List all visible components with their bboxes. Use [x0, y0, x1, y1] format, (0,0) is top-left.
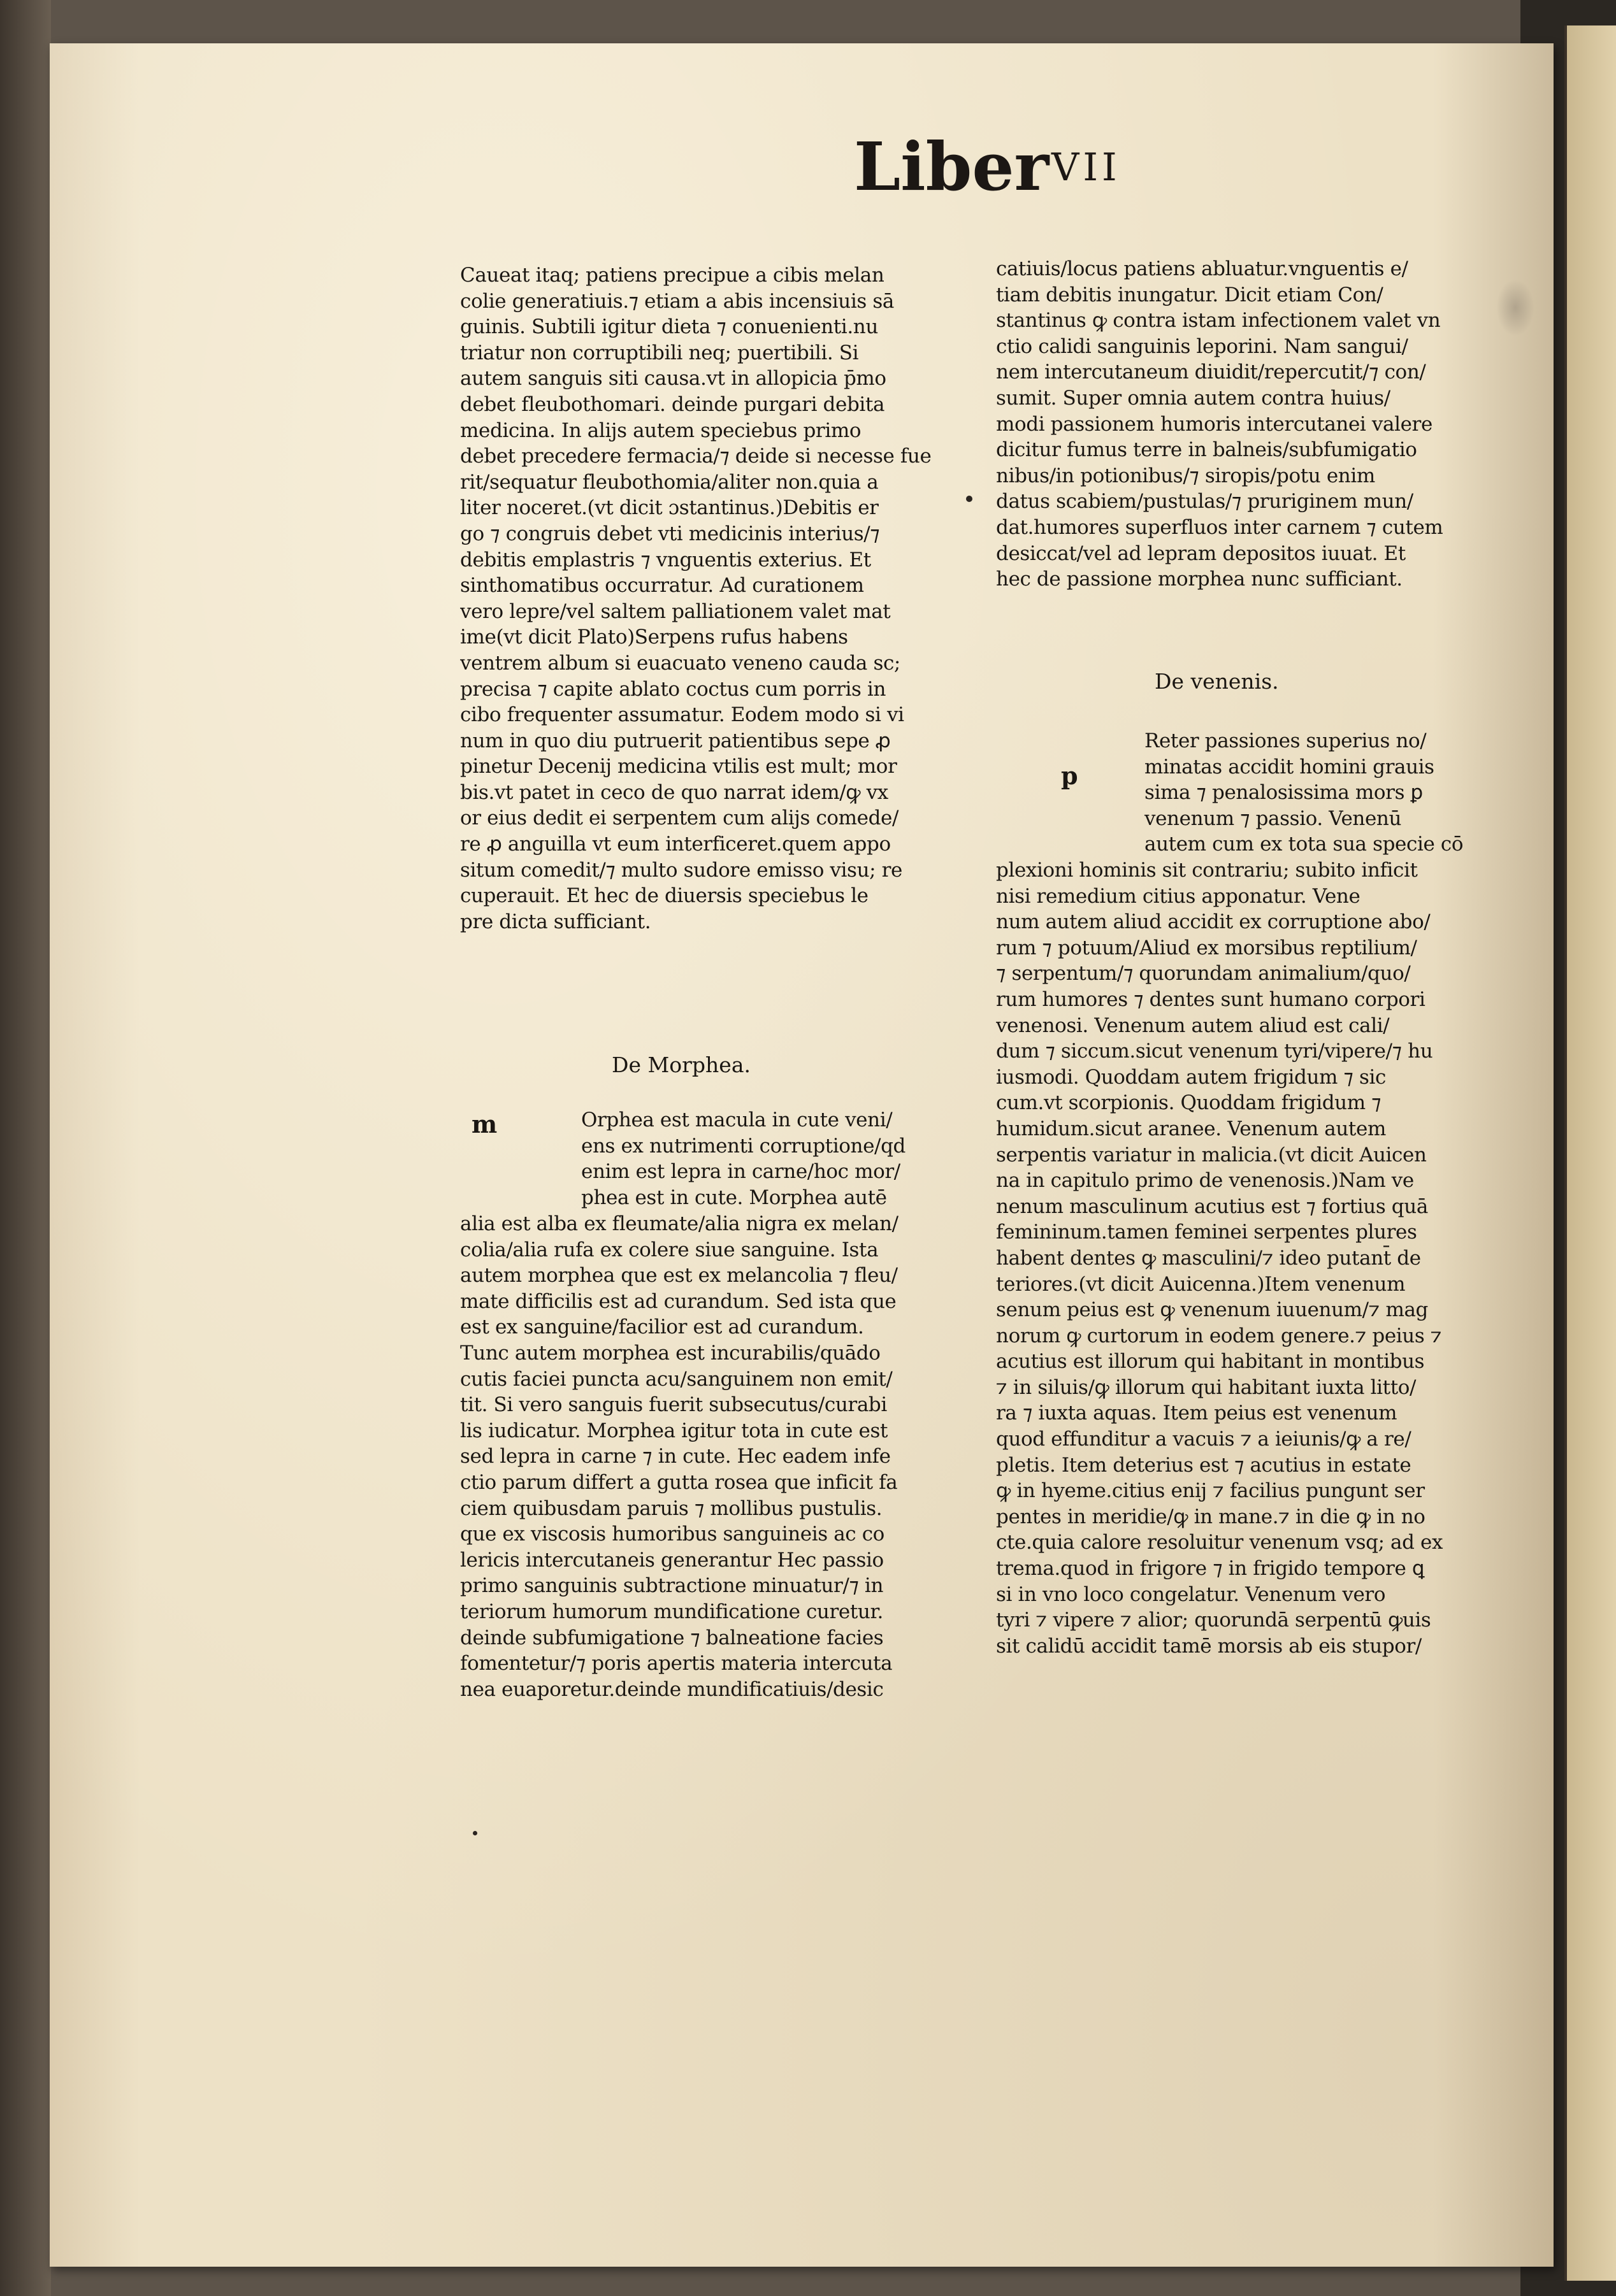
text-line: ⁊ serpentum/⁊ quorundam animalium/quo/: [996, 962, 1411, 986]
text-line: teriorum humorum mundificatione curetur.: [460, 1600, 883, 1623]
text-line: dat.humores superfluos inter carnem ⁊ cutem: [996, 515, 1443, 539]
right-column-bottom: [996, 857, 1474, 1659]
text-line: phea est in cute. Morphea autē: [581, 1186, 887, 1209]
text-line: lericis intercutaneis generantur Hec passio: [460, 1548, 884, 1572]
text-line: vero lepre/vel saltem palliationem valet mat: [460, 599, 891, 623]
text-line: Reter passiones superius no/: [1144, 729, 1427, 752]
text-line: colie generatiuis.⁊ etiam a abis incensiuis sā: [460, 289, 894, 313]
ink-smudge: [1496, 279, 1534, 336]
text-line: catiuis/locus patiens abluatur.vnguentis e/: [996, 257, 1408, 280]
text-line: trema.quod in frigore ⁊ in frigido tempore ꝗ: [996, 1557, 1425, 1581]
text-line: re ꝓ anguilla vt eum interficeret.quem appo: [460, 833, 891, 856]
text-line: habent dentes ꝙ masculini/⁊ ideo putant̄ de: [996, 1246, 1421, 1270]
left-column-bottom: [460, 1211, 938, 1702]
text-line: sima ⁊ penalosissima mors ꝑ: [1144, 781, 1423, 805]
text-line: autem sanguis siti causa.vt in allopicia p̄mo: [460, 367, 886, 391]
text-line: ra ⁊ iuxta aquas. Item peius est venenum: [996, 1402, 1397, 1425]
text-line: dum ⁊ siccum.sicut venenum tyri/vipere/⁊ hu: [996, 1040, 1433, 1063]
text-line: desiccat/vel ad lepram depositos iuuat. Et: [996, 542, 1406, 565]
text-line: que ex viscosis humoribus sanguineis ac co: [460, 1523, 884, 1546]
text-line: precisa ⁊ capite ablato coctus cum porris in: [460, 677, 886, 701]
header-number: VII: [1051, 145, 1121, 190]
text-line: sinthomatibus occurratur. Ad curationem: [460, 574, 864, 598]
text-line: est ex sanguine/facilior est ad curandum.: [460, 1316, 864, 1339]
text-line: nibus/in potionibus/⁊ siropis/potu enim: [996, 464, 1375, 487]
text-line: hec de passione morphea nunc sufficiant.: [996, 568, 1403, 591]
text-line: ctio calidi sanguinis leporini. Nam sangui/: [996, 334, 1408, 358]
text-line: num in quo diu putruerit patientibus sepe ꝓ: [460, 729, 891, 752]
facing-page-edge: [1564, 25, 1616, 2281]
text-line: cibo frequenter assumatur. Eodem modo si vi: [460, 703, 904, 727]
text-line: pinetur Decenij medicina vtilis est mult; mor: [460, 755, 897, 778]
text-line: pletis. Item deterius est ⁊ acutius in estate: [996, 1453, 1411, 1477]
text-line: sumit. Super omnia autem contra huius/: [996, 386, 1390, 410]
text-line: cuperauit. Et hec de diuersis speciebus le: [460, 884, 869, 908]
text-line: cum.vt scorpionis. Quoddam frigidum ⁊: [996, 1091, 1382, 1115]
text-line: datus scabiem/pustulas/⁊ pruriginem mun/: [996, 490, 1413, 513]
text-line: Orphea est macula in cute veni/: [581, 1109, 893, 1131]
text-line: autem morphea que est ex melancolia ⁊ fleu/: [460, 1264, 898, 1288]
text-line: ⁊ in siluis/ꝙ illorum qui habitant iuxta litto/: [996, 1375, 1417, 1399]
text-line: bis.vt patet in ceco de quo narrat idem/ꝙ vx: [460, 780, 888, 804]
text-line: minatas accidit homini grauis: [1144, 755, 1434, 778]
text-line: norum ꝙ curtorum in eodem genere.⁊ peius ⁊: [996, 1324, 1442, 1347]
initial-letter-m: m: [472, 1110, 498, 1138]
text-line: femininum.tamen feminei serpentes plures: [996, 1221, 1417, 1244]
text-line: debet precedere fermacia/⁊ deide si necesse fue: [460, 445, 932, 468]
text-line: tit. Si vero sanguis fuerit subsecutus/curabi: [460, 1393, 887, 1417]
text-line: ime(vt dicit Plato)Serpens rufus habens: [460, 626, 848, 649]
text-line: iusmodi. Quoddam autem frigidum ⁊ sic: [996, 1065, 1386, 1089]
text-line: dicitur fumus terre in balneis/subfumigatio: [996, 438, 1417, 462]
text-line: pentes in meridie/ꝙ in mane.⁊ in die ꝙ in no: [996, 1505, 1425, 1528]
text-line: cutis faciei puncta acu/sanguinem non emit/: [460, 1367, 893, 1391]
right-column-indented: [996, 728, 1474, 857]
ink-dot-bottom: [473, 1831, 477, 1835]
text-line: or eius dedit ei serpentem cum alijs comede/: [460, 807, 899, 830]
heading-morphea: De Morphea.: [612, 1052, 751, 1077]
text-line: si in vno loco congelatur. Venenum vero: [996, 1582, 1386, 1606]
text-line: colia/alia rufa ex colere siue sanguine. Ista: [460, 1238, 879, 1261]
text-line: nea euaporetur.deinde mundificatiuis/desic: [460, 1677, 884, 1701]
text-line: ventrem album si euacuato veneno cauda sc;: [460, 651, 900, 675]
text-line: cte.quia calore resoluitur venenum vsq; ad ex: [996, 1531, 1443, 1554]
text-line: modi passionem humoris intercutanei valere: [996, 412, 1432, 436]
text-line: liter noceret.(vt dicit ɔstantinus.)Debitis er: [460, 496, 879, 520]
text-line: acutius est illorum qui habitant in montibus: [996, 1350, 1425, 1374]
text-line: deinde subfumigatione ⁊ balneatione facies: [460, 1626, 884, 1649]
text-line: enim est lepra in carne/hoc mor/: [581, 1160, 900, 1184]
text-line: senum peius est ꝙ venenum iuuenum/⁊ mag: [996, 1298, 1428, 1322]
header-word: Liber: [854, 127, 1050, 206]
left-column-indented: [460, 1107, 938, 1210]
heading-venenis: De venenis.: [1155, 669, 1279, 694]
text-line: quod effunditur a vacuis ⁊ a ieiunis/ꝙ a re/: [996, 1428, 1411, 1451]
text-line: ꝙ in hyeme.citius enij ⁊ facilius pungunt ser: [996, 1479, 1425, 1503]
text-line: ciem quibusdam paruis ⁊ mollibus pustulis.: [460, 1496, 883, 1520]
text-line: plexioni hominis sit contrariu; subito inficit: [996, 859, 1418, 882]
text-line: nenum masculinum acutius est ⁊ fortius quā: [996, 1195, 1428, 1218]
text-line: venenum ⁊ passio. Venenū: [1144, 807, 1402, 830]
text-line: debitis emplastris ⁊ vnguentis exterius. Et: [460, 548, 871, 571]
text-line: debet fleubothomari. deinde purgari debita: [460, 392, 885, 416]
text-line: nisi remedium citius apponatur. Vene: [996, 884, 1360, 908]
initial-letter-p: p: [1061, 761, 1078, 790]
ink-dot: [966, 496, 972, 502]
text-line: Caueat itaq; patiens precipue a cibis melan: [460, 264, 884, 287]
text-line: ctio parum differt a gutta rosea que inficit fa: [460, 1470, 898, 1494]
text-line: autem cum ex tota sua specie cō: [1144, 833, 1464, 856]
text-line: sit calidū accidit tamē morsis ab eis stupor/: [996, 1634, 1422, 1658]
text-line: serpentis variatur in malicia.(vt dicit Auicen: [996, 1143, 1427, 1166]
text-line: venenosi. Venenum autem aliud est cali/: [996, 1014, 1390, 1037]
text-line: na in capitulo primo de venenosis.)Nam ve: [996, 1169, 1414, 1193]
text-line: medicina. In alijs autem speciebus primo: [460, 419, 862, 442]
text-line: triatur non corruptibili neq; puertibili. Si: [460, 341, 859, 364]
text-line: alia est alba ex fleumate/alia nigra ex melan/: [460, 1212, 898, 1235]
text-line: sed lepra in carne ⁊ in cute. Hec eadem infe: [460, 1445, 891, 1468]
text-line: situm comedit/⁊ multo sudore emisso visu; re: [460, 858, 902, 882]
text-line: Tunc autem morphea est incurabilis/quādo: [460, 1341, 881, 1365]
text-line: go ⁊ congruis debet vti medicinis interius/⁊: [460, 522, 880, 545]
text-line: nem intercutaneum diuidit/repercutit/⁊ con/: [996, 361, 1426, 384]
left-column-top: [460, 262, 938, 935]
text-line: rum humores ⁊ dentes sunt humano corpori: [996, 987, 1425, 1011]
text-line: pre dicta sufficiant.: [460, 910, 651, 933]
text-line: guinis. Subtili igitur dieta ⁊ conuenienti.nu: [460, 315, 878, 339]
right-column-top: [996, 256, 1474, 592]
text-line: num autem aliud accidit ex corruptione abo/: [996, 910, 1431, 934]
text-line: tyri ⁊ vipere ⁊ alior; quorundā serpentū ꝙuis: [996, 1609, 1431, 1632]
text-line: mate difficilis est ad curandum. Sed ista que: [460, 1289, 897, 1313]
text-line: ens ex nutrimenti corruptione/qd: [581, 1134, 905, 1158]
text-line: humidum.sicut aranee. Venenum autem: [996, 1117, 1386, 1140]
text-line: primo sanguinis subtractione minuatur/⁊ in: [460, 1574, 884, 1598]
text-line: rum ⁊ potuum/Aliud ex morsibus reptilium/: [996, 936, 1417, 959]
backdrop-left: [0, 0, 51, 2296]
text-line: tiam debitis inungatur. Dicit etiam Con/: [996, 283, 1383, 306]
text-line: lis iudicatur. Morphea igitur tota in cute est: [460, 1419, 888, 1442]
text-line: stantinus ꝙ contra istam infectionem valet vn: [996, 309, 1441, 333]
text-line: fomentetur/⁊ poris apertis materia intercuta: [460, 1652, 893, 1675]
text-line: rit/sequatur fleubothomia/aliter non.quia a: [460, 470, 879, 494]
text-line: teriores.(vt dicit Auicenna.)Item venenum: [996, 1272, 1406, 1296]
